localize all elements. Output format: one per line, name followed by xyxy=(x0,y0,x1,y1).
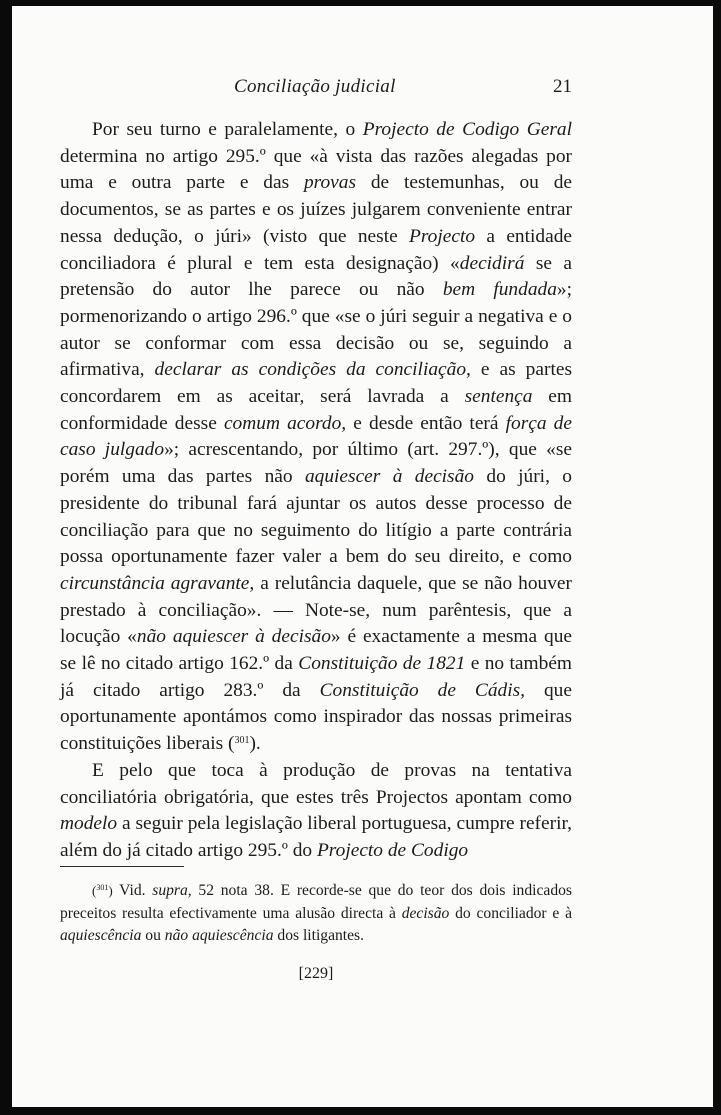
italic-phrase: provas xyxy=(303,172,357,194)
text-run: » é exactamente a mesma que se lê no citado artigo 162.º da xyxy=(60,626,572,675)
italic-phrase: força de caso julgado xyxy=(60,412,572,461)
text-run: E pelo que toca à produção de provas na tentativa conciliatória obrigatória, que estes três Projectos apontam como xyxy=(60,759,572,808)
italic-phrase: modelo xyxy=(60,813,118,835)
paragraph xyxy=(60,117,572,758)
text-run: de testemunhas, ou de documentos, se as partes e os juízes julgarem conveniente entrar nessa dedução, o júri» (visto que neste xyxy=(60,172,572,247)
italic-phrase: Projecto de Codigo xyxy=(316,839,469,861)
italic-phrase: aquiescência xyxy=(60,927,142,944)
text-run: ). xyxy=(249,733,261,755)
text-run: »; pormenorizando o artigo 296.º que «se o júri seguir a negativa e o autor se conformar com essa decisão ou se, seguindo a afirmativa, xyxy=(60,279,573,381)
text-run: se a pretensão do autor lhe parece ou não xyxy=(60,252,572,301)
italic-phrase: decidirá xyxy=(459,252,525,274)
italic-phrase: Projecto xyxy=(409,225,476,247)
running-head xyxy=(60,76,572,102)
text-run: Vid. xyxy=(119,882,153,899)
footnote-text xyxy=(60,882,572,944)
italic-phrase: supra, xyxy=(152,882,192,899)
footnote-separator xyxy=(60,866,184,867)
italic-phrase: Constituição de Cádis, xyxy=(319,679,526,701)
italic-phrase: Projecto de Codigo Geral xyxy=(362,119,572,140)
page-number: 21 xyxy=(553,76,572,97)
italic-phrase: não aquiescência xyxy=(164,927,274,944)
italic-phrase: aquiescer à decisão xyxy=(304,466,474,488)
text-run: a relutância daquele, que se não houver prestado à conciliação». — Note-se, num parêntesis, que a locução « xyxy=(60,572,573,648)
italic-phrase: não aquiescer à decisão xyxy=(136,626,331,648)
footnote-marker: ($^{301}$) xyxy=(92,883,113,898)
footnote xyxy=(60,880,572,948)
italic-phrase: bem fundada xyxy=(442,279,557,301)
italic-phrase: comum acordo, xyxy=(223,412,347,434)
running-title: Conciliação judicial xyxy=(234,76,396,97)
text-run: ou xyxy=(141,927,165,944)
text-run: a seguir pela legislação liberal portuguesa, cumpre referir, além do já citado artigo 295.º do xyxy=(60,813,572,861)
text-run: a entidade conciliadora é plural e tem esta designação) « xyxy=(60,225,573,274)
text-run: 52 nota 38. E recorde-se que do teor dos dois indicados preceitos resulta efectivamente uma alusão directa à xyxy=(60,882,572,922)
italic-phrase: decisão xyxy=(401,904,450,922)
text-run: Por seu turno e paralelamente, o xyxy=(92,119,363,140)
text-run: dos litigantes. xyxy=(273,927,365,944)
body-text xyxy=(60,117,572,865)
text-run: »; acrescentando, por último (art. 297.º), que «se porém uma das partes não xyxy=(60,439,572,488)
text-run: e desde então terá xyxy=(346,412,506,434)
footnote-reference: 301 xyxy=(234,735,250,747)
footnotes xyxy=(60,880,572,948)
text-run: e as partes concordarem em as aceitar, será lavrada a xyxy=(60,359,572,408)
paragraph xyxy=(60,758,572,865)
italic-phrase: declarar as condições da conciliação, xyxy=(154,359,471,381)
text-run: do conciliador e à xyxy=(449,904,572,922)
text-run: em conformidade desse xyxy=(60,386,572,434)
text-run: determina no artigo 295.º que «à vista das razões alegadas por uma e outra parte e das xyxy=(60,145,572,194)
italic-phrase: Constituição de 1821 xyxy=(298,653,466,675)
text-run: e no também já citado artigo 283.º da xyxy=(60,653,573,701)
text-run: do júri, o presidente do tribunal fará ajuntar os autos desse processo de conciliação para que no seguimento do litígio a parte contrária possa oportunamente fazer valer a bem do seu direito, e como xyxy=(60,466,572,568)
folio-number: [229] xyxy=(298,965,334,982)
italic-phrase: circunstância agravante, xyxy=(60,572,255,594)
italic-phrase: sentença xyxy=(464,386,533,408)
text-run: que oportunamente apontámos como inspirador das nossas primeiras constituições liberais ( xyxy=(60,679,572,755)
